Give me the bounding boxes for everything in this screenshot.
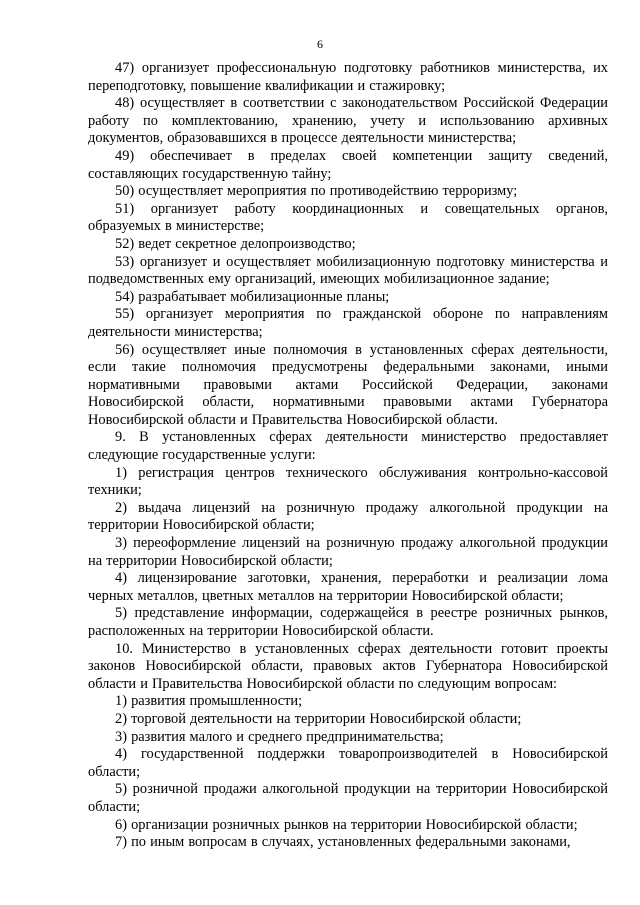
service-item-4: 4) лицензирование заготовки, хранения, переработки и реализации лома черных металлов, цветных металлов на территории Новосибирской области;: [88, 570, 608, 604]
paragraph-52: 52) ведет секретное делопроизводство;: [115, 235, 356, 252]
paragraph-48: 48) осуществляет в соответствии с законодательством Российской Федерации работу по комплектованию, хранению, учету и использованию архивных документов, образовавшихся в процессе деятельности министерства;: [88, 95, 608, 147]
paragraph-51: 51) организует работу координационных и совещательных органов, образуемых в министерстве;: [88, 200, 608, 235]
service-item-1: 1) регистрация центров технического обслуживания контрольно-кассовой техники;: [88, 464, 608, 499]
draft-topic-7: 7) по иным вопросам в случаях, установленных федеральными законами,: [115, 834, 571, 851]
draft-topic-6: 6) организации розничных рынков на территории Новосибирской области;: [115, 816, 578, 833]
draft-topic-1: 1) развития промышленности;: [115, 693, 303, 710]
service-item-5: 5) представление информации, содержащейся в реестре розничных рынков, расположенных на территории Новосибирской области.: [88, 605, 608, 639]
draft-topic-3: 3) развития малого и среднего предпринимательства;: [115, 728, 444, 745]
paragraph-54: 54) разрабатывает мобилизационные планы;: [115, 288, 390, 305]
paragraph-56: 56) осуществляет иные полномочия в установленных сферах деятельности, если такие полномочия предусмотрены федеральными законами, иными нормативными правовыми актами Российской Федерации, законами Новосибирской области, нормативными правовыми актами Губернатора Новосибирской области и Правительства Новосибирской области.: [88, 341, 608, 428]
paragraph-50: 50) осуществляет мероприятия по противодействию терроризму;: [115, 183, 518, 200]
document-body: [88, 60, 608, 852]
section-9-intro: 9. В установленных сферах деятельности министерство предоставляет следующие государственные услуги:: [88, 429, 608, 464]
draft-topic-5: 5) розничной продажи алкогольной продукции на территории Новосибирской области;: [88, 781, 608, 815]
draft-topic-4: 4) государственной поддержки товаропроизводителей в Новосибирской области;: [88, 746, 608, 780]
service-item-3: 3) переоформление лицензий на розничную продажу алкогольной продукции на территории Новосибирской области;: [88, 535, 608, 569]
section-10-intro: 10. Министерство в установленных сферах деятельности готовит проекты законов Новосибирской области, правовых актов Губернатора Новосибирской области и Правительства Новосибирской области по следующим вопросам:: [88, 640, 608, 692]
paragraph-53: 53) организует и осуществляет мобилизационную подготовку министерства и подведомственных ему организаций, имеющих мобилизационное задание;: [88, 253, 608, 288]
paragraph-49: 49) обеспечивает в пределах своей компетенции защиту сведений, составляющих государственную тайну;: [88, 147, 608, 182]
service-item-2: 2) выдача лицензий на розничную продажу алкогольной продукции на территории Новосибирской области;: [88, 499, 608, 534]
page-number: 6: [317, 37, 323, 51]
draft-topic-2: 2) торговой деятельности на территории Новосибирской области;: [115, 710, 522, 727]
paragraph-55: 55) организует мероприятия по гражданской обороне по направлениям деятельности министерства;: [88, 306, 608, 340]
paragraph-47: 47) организует профессиональную подготовку работников министерства, их переподготовку, повышение квалификации и стажировку;: [88, 60, 608, 94]
